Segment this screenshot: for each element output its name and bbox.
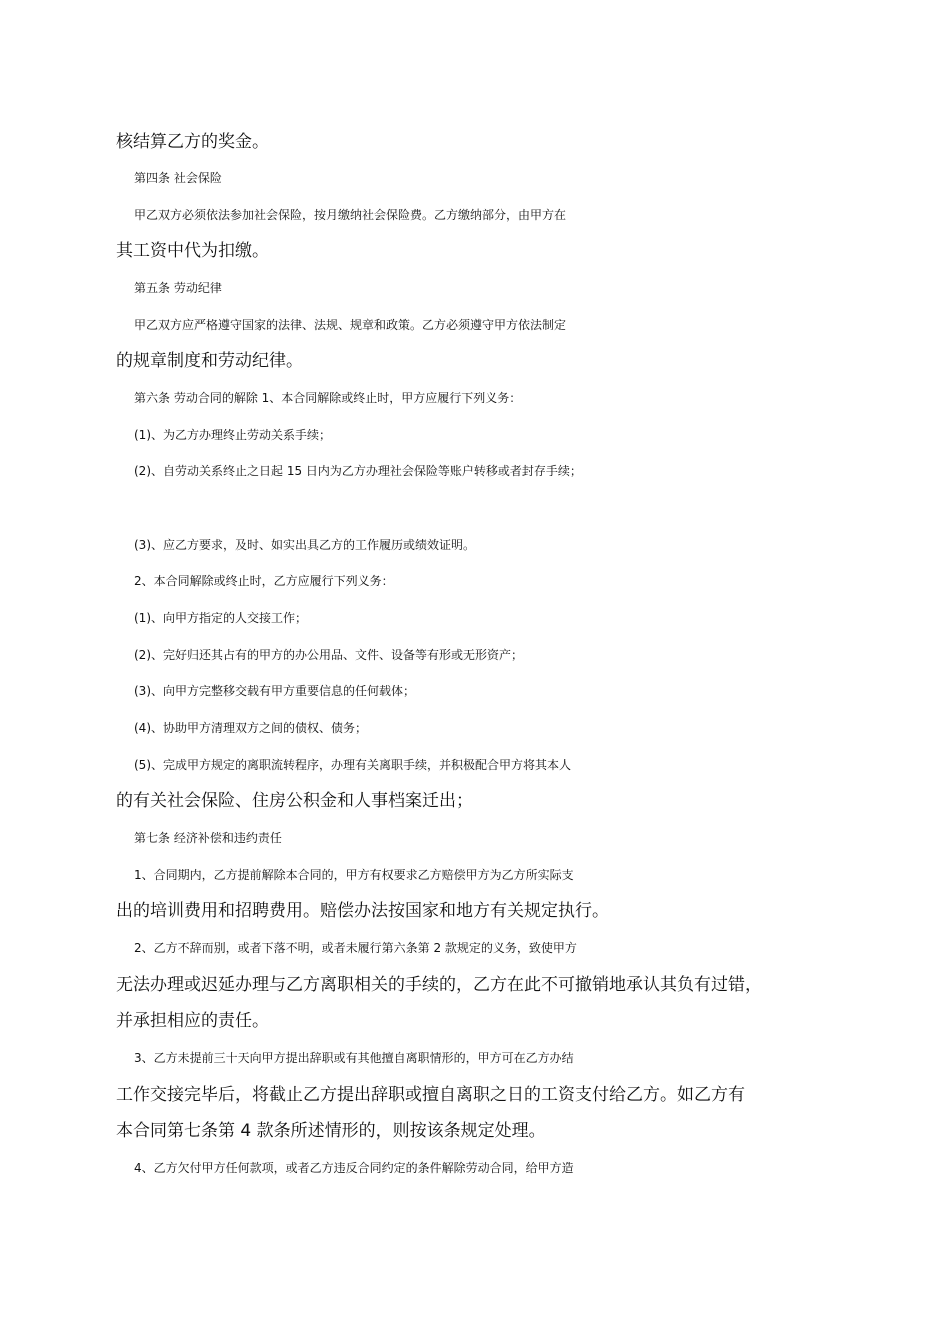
paragraph-line: 工作交接完毕后，将截止乙方提出辞职或擅自离职之日的工资支付给乙方。如乙方有 bbox=[116, 1085, 745, 1105]
list-item: (1)、向甲方指定的人交接工作； bbox=[134, 611, 307, 625]
paragraph-line: 并承担相应的责任。 bbox=[116, 1011, 269, 1031]
article-5-heading: 第五条 劳动纪律 bbox=[134, 281, 222, 295]
paragraph-line: 2、乙方不辞而别，或者下落不明，或者未履行第六条第 2 款规定的义务，致使甲方 bbox=[134, 941, 577, 955]
paragraph-line: 4、乙方欠付甲方任何款项，或者乙方违反合同约定的条件解除劳动合同，给甲方造 bbox=[134, 1161, 574, 1175]
list-item: (2)、自劳动关系终止之日起 15 日内为乙方办理社会保险等账户转移或者封存手续； bbox=[134, 464, 582, 478]
paragraph-line: 甲乙双方应严格遵守国家的法律、法规、规章和政策。乙方必须遵守甲方依法制定 bbox=[134, 318, 567, 332]
paragraph-line: 1、合同期内，乙方提前解除本合同的，甲方有权要求乙方赔偿甲方为乙方所实际支 bbox=[134, 868, 574, 882]
paragraph-line: 本合同第七条第 4 款条所述情形的，则按该条规定处理。 bbox=[116, 1121, 546, 1141]
list-item: (4)、协助甲方清理双方之间的债权、债务； bbox=[134, 721, 367, 735]
paragraph-line: 3、乙方未提前三十天向甲方提出辞职或有其他擅自离职情形的，甲方可在乙方办结 bbox=[134, 1051, 574, 1065]
list-item: (3)、向甲方完整移交载有甲方重要信息的任何载体； bbox=[134, 684, 416, 698]
paragraph-line: 无法办理或迟延办理与乙方离职相关的手续的，乙方在此不可撤销地承认其负有过错， bbox=[116, 975, 762, 995]
paragraph-line: 甲乙双方必须依法参加社会保险，按月缴纳社会保险费。乙方缴纳部分，由甲方在 bbox=[134, 208, 567, 222]
list-item: 2、本合同解除或终止时，乙方应履行下列义务： bbox=[134, 574, 394, 588]
paragraph-line: 出的培训费用和招聘费用。赔偿办法按国家和地方有关规定执行。 bbox=[116, 901, 609, 921]
paragraph-line: 核结算乙方的奖金。 bbox=[116, 132, 269, 152]
paragraph-line: 的有关社会保险、住房公积金和人事档案迁出； bbox=[116, 791, 473, 811]
article-4-heading: 第四条 社会保险 bbox=[134, 171, 222, 185]
list-item: (3)、应乙方要求，及时、如实出具乙方的工作履历或绩效证明。 bbox=[134, 538, 476, 552]
paragraph-line: 的规章制度和劳动纪律。 bbox=[116, 351, 303, 371]
article-6-heading: 第六条 劳动合同的解除 1、本合同解除或终止时，甲方应履行下列义务： bbox=[134, 391, 522, 405]
list-item: (1)、为乙方办理终止劳动关系手续； bbox=[134, 428, 331, 442]
list-item: (2)、完好归还其占有的甲方的办公用品、文件、设备等有形或无形资产； bbox=[134, 648, 524, 662]
list-item: (5)、完成甲方规定的离职流转程序，办理有关离职手续，并积极配合甲方将其本人 bbox=[134, 758, 572, 772]
article-7-heading: 第七条 经济补偿和违约责任 bbox=[134, 831, 282, 845]
paragraph-line: 其工资中代为扣缴。 bbox=[116, 241, 269, 261]
